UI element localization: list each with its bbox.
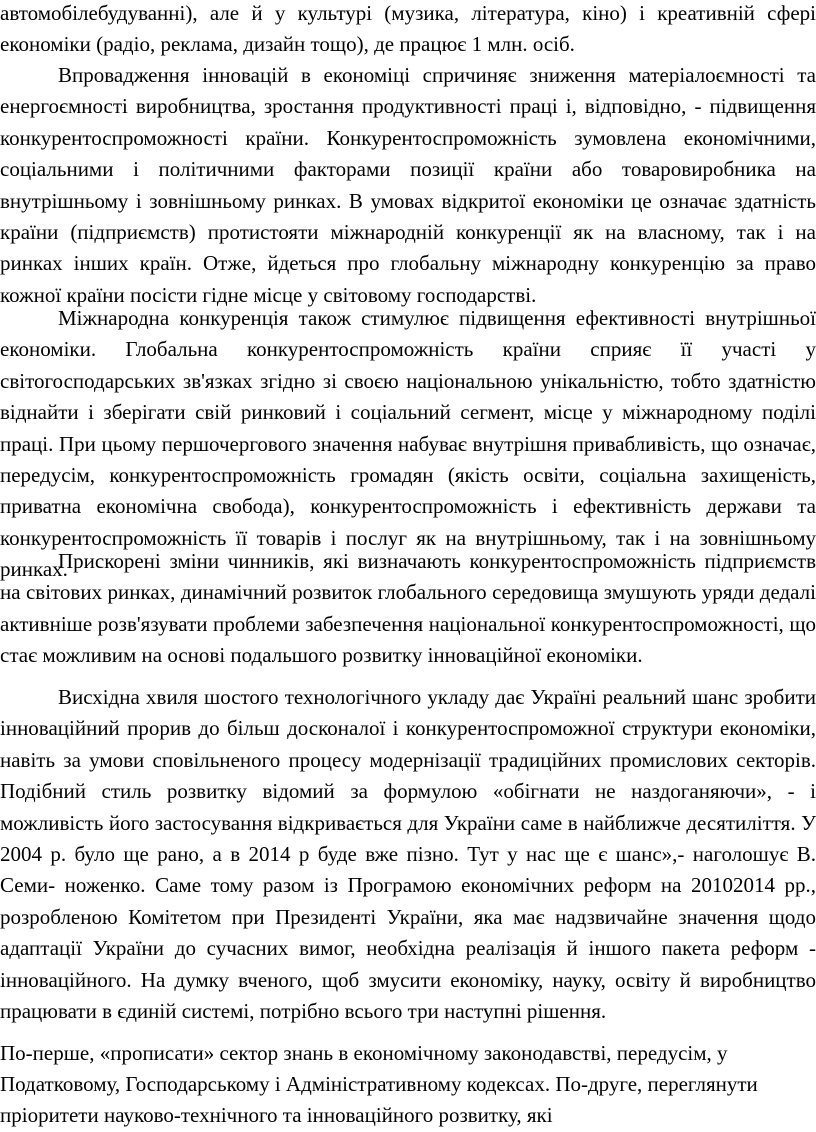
paragraph-first-second-steps: По-перше, «прописати» сектор знань в економічному законодавстві, передусім, у Податковому, Господарському і Адміністративному кодексах. По-друге, переглянути пріоритети науково-технічного та інноваційного розвитку, які [0,1041,758,1127]
paragraph-international-competition: Міжнародна конкуренція також стимулює підвищення ефективності внутрішньої економіки. Глобальна конкурентоспроможність країни сприяє її участі у світогосподарських зв'язках згідно зі своєю національною унікальністю, тобто здатністю віднайти і зберігати свій ринковий і соціальний сегмент, місце у міжнародному поділі праці. При цьому першочергового значення набуває внутрішня привабливість, що означає, передусім, конкурентоспроможність громадян (якість освіти, соціальна захищеність, приватна економічна свобода), конкурентоспроможність і ефективність держави та конкурентоспроможність її товарів і послуг як на внутрішньому, так і на зовнішньому ринках. [0,306,816,582]
paragraph-continuation: автомобілебудуванні), але й у культурі (музика, література, кіно) і креативній сфері економіки (радіо, реклама, дизайн тощо), де працює 1 млн. осіб. [0,1,816,57]
paragraph-sixth-technological-order: Висхідна хвиля шостого технологічного укладу дає Україні реальний шанс зробити інноваційний прорив до більш досконалої і конкурентоспроможної структури економіки, навіть за умови сповільненого процесу модернізації традиційних промислових секторів. Подібний стиль розвитку відомий за формулою «обігнати не наздоганяючи», - і можливість його застосування відкривається для України саме в найближче десятиліття. У 2004 р. було ще рано, а в 2014 р буде вже пізно. Тут у нас ще є шанс»,- наголошує В. Семи- ноженко. Саме тому разом із Програмою економічних реформ на 20102014 рр., розробленою Комітетом при Президенті України, яка має надзвичайне значення щодо адаптації України до сучасних вимог, необхідна реалізація й іншого пакета реформ - інноваційного. На думку вченого, щоб змусити економіку, науку, освіту й виробництво працювати в єдиній системі, потрібно всього три наступні рішення. [0,685,816,1024]
paragraph-accelerated-changes: Прискорені зміни чинників, які визначають конкурентоспроможність підприємств на світових ринках, динамічний розвиток глобального середовища змушують уряди дедалі активніше розв'язувати проблеми забезпечення національної конкурентоспроможності, що стає можливим на основі подальшого розвитку інноваційної економіки. [0,549,816,668]
paragraph-innovation-competitiveness: Впровадження інновацій в економіці спричиняє зниження матеріалоємності та енергоємності виробництва, зростання продуктивності праці і, відповідно, - підвищення конкурентоспроможності країни. Конкурентоспроможність зумовлена економічними, соціальними і політичними факторами позиції країни або товаровиробника на внутрішньому і зовнішньому ринках. В умовах відкритої економіки це означає здатність країни (підприємств) протистояти міжнародній конкуренції як на власному, так і на ринках інших країн. Отже, йдеться про глобальну міжнародну конкуренцію за право кожної країни посісти гідне місце у світовому господарстві. [0,63,816,307]
